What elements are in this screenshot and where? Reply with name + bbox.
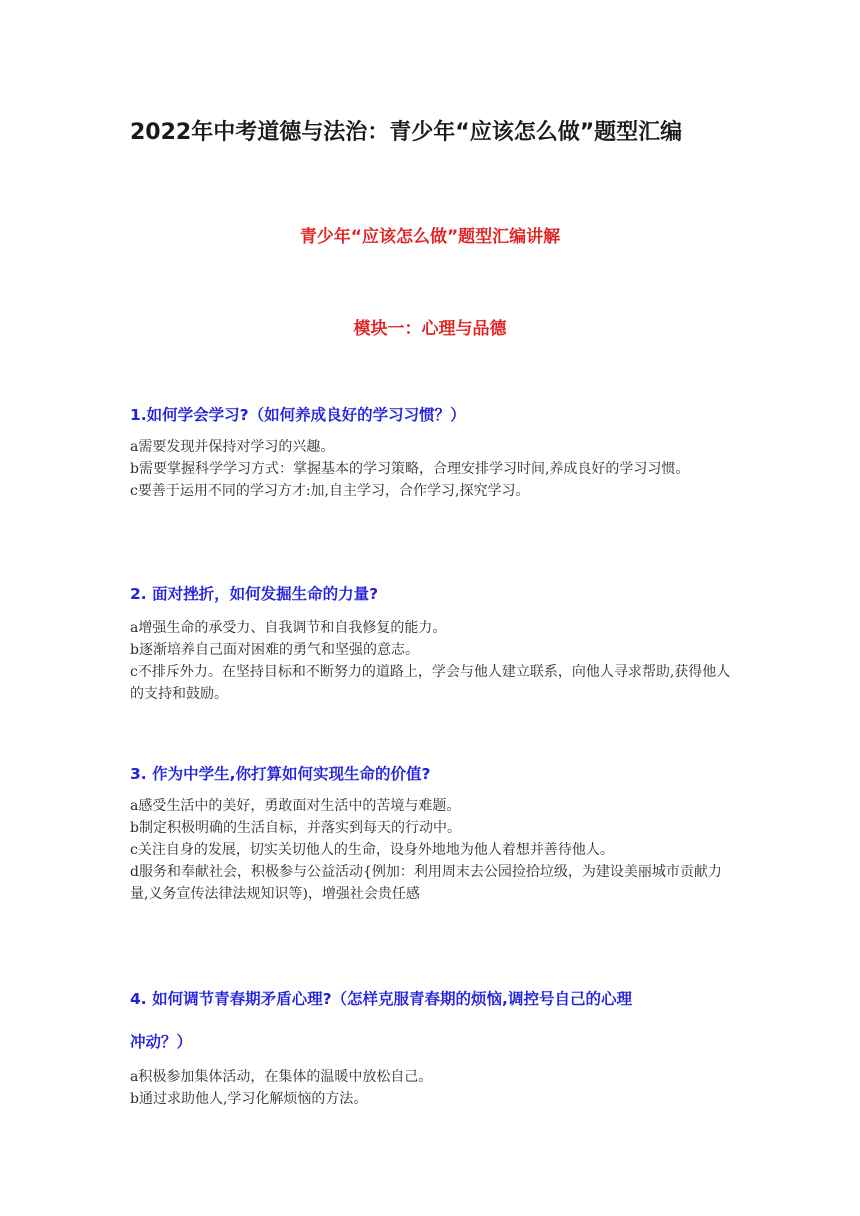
question-2: 2. 面对挫折，如何发掘生命的力量? xyxy=(130,585,379,603)
answer-item: a增强生命的承受力、自我调节和自我修复的能力。 xyxy=(130,620,447,636)
answer-item: b逐渐培养自己面对困难的勇气和坚强的意志。 xyxy=(130,642,419,658)
answer-item: c不排斥外力。在坚持目标和不断努力的道路上，学会与他人建立联系，向他人寻求帮助,获得他人的支持和鼓励。 xyxy=(130,664,731,702)
answer-item: d服务和奉献社会，积极参与公益活动{例加：利用周末去公园捡拾垃级，为建设美丽城市贡献力量,义务宣传法律法规知识等)，增强社会贵任感 xyxy=(130,864,722,902)
question-4-continued: 冲动？） xyxy=(130,1033,193,1051)
answer-item: c要善于运用不同的学习方才:加,自主学习，合作学习,探究学习。 xyxy=(130,483,530,499)
question-3: 3. 作为中学生,你打算如何实现生命的价值? xyxy=(130,765,431,783)
module-title: 模块一：心理与品德 xyxy=(353,319,507,339)
answer-item: c关注自身的发展，切实关切他人的生命，设身外地地为他人着想并善待他人。 xyxy=(130,842,614,858)
answer-item: b需要掌握科学学习方式：掌握基本的学习策略，合理安排学习时间,养成良好的学习习惯。 xyxy=(130,461,690,477)
answer-list-2 xyxy=(130,617,734,705)
answer-item: a需要发现并保持对学习的兴趣。 xyxy=(130,439,335,455)
answer-list-1 xyxy=(130,436,734,502)
answer-list-4 xyxy=(130,1066,734,1110)
document-title: 2022年中考道德与法治：青少年“应该怎么做”题型汇编 xyxy=(130,120,683,145)
question-1: 1.如何学会学习?（如何养成良好的学习习惯？） xyxy=(130,406,466,424)
answer-item: a积极参加集体活动，在集体的温暖中放松自己。 xyxy=(130,1069,433,1085)
answer-item: b制定积极明确的生活自标，并落实到每天的行动中。 xyxy=(130,820,461,836)
answer-item: a感受生活中的美好，勇敢面对生活中的苦境与难题。 xyxy=(130,798,461,814)
question-4: 4. 如何调节青春期矛盾心理?（怎样克服青春期的烦恼,调控号自己的心理 xyxy=(130,990,632,1008)
answer-list-3 xyxy=(130,795,734,905)
answer-item: b通过求助他人,学习化解烦恼的方法。 xyxy=(130,1091,368,1107)
document-subtitle: 青少年“应该怎么做”题型汇编讲解 xyxy=(299,227,561,247)
